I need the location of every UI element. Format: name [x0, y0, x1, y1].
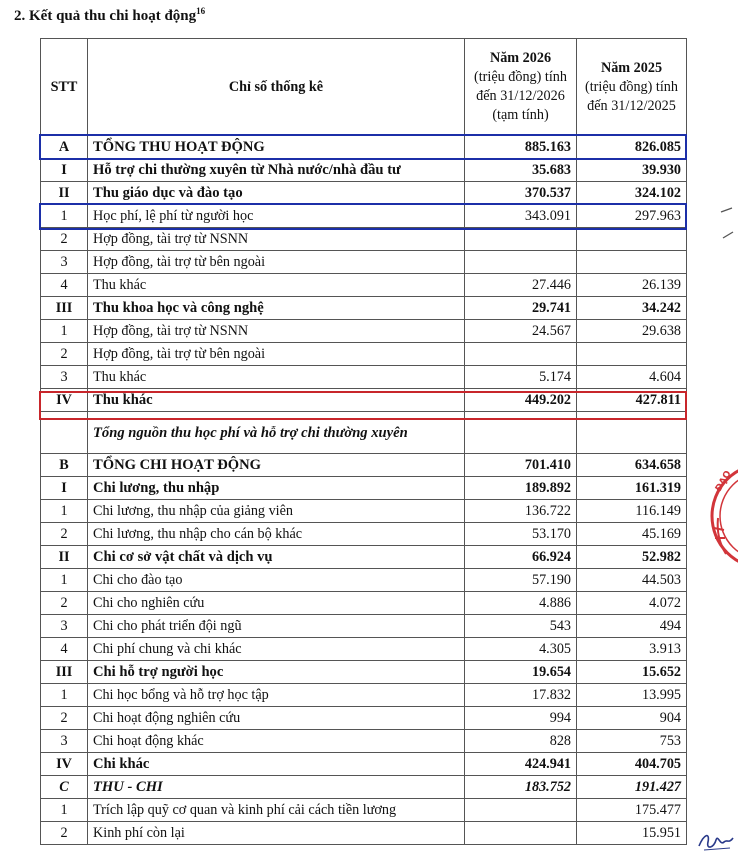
row-indicator: Thu khác	[88, 274, 465, 297]
row-value-2026: 4.886	[465, 592, 577, 615]
row-stt: 2	[41, 523, 88, 546]
row-stt: C	[41, 776, 88, 799]
table-row	[41, 366, 687, 389]
row-value-2025: 45.169	[577, 523, 687, 546]
table-row	[41, 454, 687, 477]
row-indicator: Kinh phí còn lại	[88, 822, 465, 845]
row-stt: 2	[41, 228, 88, 251]
row-stt: IV	[41, 389, 88, 412]
row-indicator: Hợp đồng, tài trợ từ NSNN	[88, 228, 465, 251]
table-row	[41, 707, 687, 730]
row-indicator: Chi cho phát triển đội ngũ	[88, 615, 465, 638]
row-indicator: Chi cơ sở vật chất và dịch vụ	[88, 546, 465, 569]
row-value-2025: 34.242	[577, 297, 687, 320]
row-value-2025: 634.658	[577, 454, 687, 477]
row-indicator: Chi lương, thu nhập cho cán bộ khác	[88, 523, 465, 546]
row-value-2025: 15.951	[577, 822, 687, 845]
table-row	[41, 730, 687, 753]
row-value-2025	[577, 343, 687, 366]
table-row	[41, 274, 687, 297]
row-value-2026: 17.832	[465, 684, 577, 707]
row-indicator: Hợp đồng, tài trợ từ bên ngoài	[88, 343, 465, 366]
table-row	[41, 297, 687, 320]
row-value-2025: 4.072	[577, 592, 687, 615]
row-indicator: Chi khác	[88, 753, 465, 776]
footnote-ref: 16	[196, 6, 206, 16]
row-value-2026: 35.683	[465, 159, 577, 182]
signature-icon	[696, 826, 736, 856]
row-indicator: Hợp đồng, tài trợ từ bên ngoài	[88, 251, 465, 274]
row-stt: 2	[41, 592, 88, 615]
row-value-2026: 701.410	[465, 454, 577, 477]
section-title: 2. Kết quả thu chi hoạt động	[14, 8, 197, 24]
row-indicator: Hỗ trợ chi thường xuyên từ Nhà nước/nhà đầu tư	[88, 159, 465, 182]
row-indicator: Chi cho nghiên cứu	[88, 592, 465, 615]
row-value-2026: 29.741	[465, 297, 577, 320]
table-body	[41, 136, 687, 845]
row-value-2026: 885.163	[465, 136, 577, 159]
row-stt: IV	[41, 753, 88, 776]
row-stt: II	[41, 546, 88, 569]
row-indicator: Chi phí chung và chi khác	[88, 638, 465, 661]
row-indicator: Chi hỗ trợ người học	[88, 661, 465, 684]
row-indicator: Chi hoạt động khác	[88, 730, 465, 753]
row-stt: B	[41, 454, 88, 477]
row-value-2025: 494	[577, 615, 687, 638]
header-year-2025-title: Năm 2025	[600, 59, 663, 76]
row-indicator: Chi lương, thu nhập của giảng viên	[88, 500, 465, 523]
row-value-2026: 424.941	[465, 753, 577, 776]
row-value-2025	[577, 412, 687, 454]
row-value-2025: 753	[577, 730, 687, 753]
row-stt: 2	[41, 822, 88, 845]
row-value-2026: 370.537	[465, 182, 577, 205]
table-row	[41, 228, 687, 251]
row-value-2025: 52.982	[577, 546, 687, 569]
margin-tick-icon	[718, 200, 738, 250]
row-value-2026: 24.567	[465, 320, 577, 343]
row-value-2026	[465, 412, 577, 454]
row-value-2025	[577, 228, 687, 251]
table-row	[41, 343, 687, 366]
row-value-2025: 3.913	[577, 638, 687, 661]
row-stt: 2	[41, 343, 88, 366]
row-value-2026: 66.924	[465, 546, 577, 569]
row-value-2025: 116.149	[577, 500, 687, 523]
table-row	[41, 753, 687, 776]
row-value-2025: 324.102	[577, 182, 687, 205]
row-value-2026: 19.654	[465, 661, 577, 684]
header-stt: STT	[41, 39, 88, 136]
table-row	[41, 661, 687, 684]
row-value-2025: 29.638	[577, 320, 687, 343]
row-stt: 1	[41, 799, 88, 822]
row-stt: 1	[41, 684, 88, 707]
row-value-2025: 15.652	[577, 661, 687, 684]
table-row	[41, 546, 687, 569]
row-stt: 1	[41, 320, 88, 343]
row-indicator: Chi lương, thu nhập	[88, 477, 465, 500]
section-heading	[14, 6, 205, 25]
row-value-2026: 183.752	[465, 776, 577, 799]
table-row	[41, 569, 687, 592]
row-value-2025: 404.705	[577, 753, 687, 776]
row-stt: 3	[41, 366, 88, 389]
row-value-2026: 449.202	[465, 389, 577, 412]
table-row	[41, 776, 687, 799]
row-value-2025: 427.811	[577, 389, 687, 412]
row-stt: I	[41, 477, 88, 500]
table-header-row	[41, 39, 687, 136]
row-indicator: Chi hoạt động nghiên cứu	[88, 707, 465, 730]
row-stt: 4	[41, 638, 88, 661]
table-row	[41, 615, 687, 638]
row-value-2026	[465, 228, 577, 251]
row-stt: II	[41, 182, 88, 205]
row-value-2026: 5.174	[465, 366, 577, 389]
table-row	[41, 159, 687, 182]
row-indicator: Thu khác	[88, 366, 465, 389]
stamp-text: ĐẠO	[713, 469, 734, 494]
row-value-2025: 13.995	[577, 684, 687, 707]
row-indicator: Trích lập quỹ cơ quan và kinh phí cải cách tiền lương	[88, 799, 465, 822]
row-value-2025	[577, 251, 687, 274]
row-stt: 2	[41, 707, 88, 730]
row-value-2026	[465, 822, 577, 845]
row-indicator: Học phí, lệ phí từ người học	[88, 205, 465, 228]
row-stt: I	[41, 159, 88, 182]
row-indicator: Tổng nguồn thu học phí và hỗ trợ chi thường xuyên	[88, 412, 465, 454]
row-indicator: Thu khác	[88, 389, 465, 412]
row-value-2026: 828	[465, 730, 577, 753]
header-year-2026-sub: (triệu đồng) tính đến 31/12/2026 (tạm tính)	[474, 69, 567, 123]
header-year-2025-sub: (triệu đồng) tính đến 31/12/2025	[585, 78, 678, 114]
row-value-2026	[465, 799, 577, 822]
row-stt: 3	[41, 251, 88, 274]
row-value-2025: 161.319	[577, 477, 687, 500]
table-row	[41, 182, 687, 205]
row-value-2026: 994	[465, 707, 577, 730]
row-stt: A	[41, 136, 88, 159]
row-value-2026: 53.170	[465, 523, 577, 546]
row-value-2025: 44.503	[577, 569, 687, 592]
header-year-2026	[465, 39, 577, 136]
income-expense-table	[40, 38, 687, 845]
row-value-2026: 136.722	[465, 500, 577, 523]
row-indicator: TỔNG THU HOẠT ĐỘNG	[88, 136, 465, 159]
table-row	[41, 822, 687, 845]
row-indicator: THU - CHI	[88, 776, 465, 799]
row-value-2026: 343.091	[465, 205, 577, 228]
row-value-2025: 26.139	[577, 274, 687, 297]
header-year-2026-title: Năm 2026	[489, 50, 552, 66]
table-row	[41, 592, 687, 615]
table-row	[41, 205, 687, 228]
table-row	[41, 799, 687, 822]
row-stt: 3	[41, 615, 88, 638]
row-value-2026: 57.190	[465, 569, 577, 592]
table-row	[41, 412, 687, 454]
row-indicator: Thu giáo dục và đào tạo	[88, 182, 465, 205]
row-value-2026: 4.305	[465, 638, 577, 661]
table-row	[41, 389, 687, 412]
row-stt: III	[41, 297, 88, 320]
table-row	[41, 320, 687, 343]
row-stt: 4	[41, 274, 88, 297]
table-row	[41, 500, 687, 523]
row-value-2025: 904	[577, 707, 687, 730]
row-stt	[41, 412, 88, 454]
row-value-2025: 4.604	[577, 366, 687, 389]
row-value-2025: 826.085	[577, 136, 687, 159]
row-stt: III	[41, 661, 88, 684]
row-indicator: Chi học bổng và hỗ trợ học tập	[88, 684, 465, 707]
row-stt: 1	[41, 569, 88, 592]
row-indicator: Hợp đồng, tài trợ từ NSNN	[88, 320, 465, 343]
table-row	[41, 684, 687, 707]
table-row	[41, 251, 687, 274]
row-value-2026	[465, 251, 577, 274]
row-indicator: Thu khoa học và công nghệ	[88, 297, 465, 320]
table-row	[41, 523, 687, 546]
row-value-2025: 175.477	[577, 799, 687, 822]
row-value-2026: 543	[465, 615, 577, 638]
row-stt: 1	[41, 205, 88, 228]
header-indicator: Chỉ số thống kê	[88, 39, 465, 136]
header-year-2025	[577, 39, 687, 136]
table-row	[41, 136, 687, 159]
row-value-2026	[465, 343, 577, 366]
row-value-2025: 39.930	[577, 159, 687, 182]
row-value-2026: 27.446	[465, 274, 577, 297]
row-stt: 3	[41, 730, 88, 753]
row-stt: 1	[41, 500, 88, 523]
row-value-2025: 297.963	[577, 205, 687, 228]
table-row	[41, 638, 687, 661]
row-value-2025: 191.427	[577, 776, 687, 799]
seal-stamp-icon	[706, 458, 738, 576]
row-value-2026: 189.892	[465, 477, 577, 500]
table-row	[41, 477, 687, 500]
row-indicator: TỔNG CHI HOẠT ĐỘNG	[88, 454, 465, 477]
row-indicator: Chi cho đào tạo	[88, 569, 465, 592]
